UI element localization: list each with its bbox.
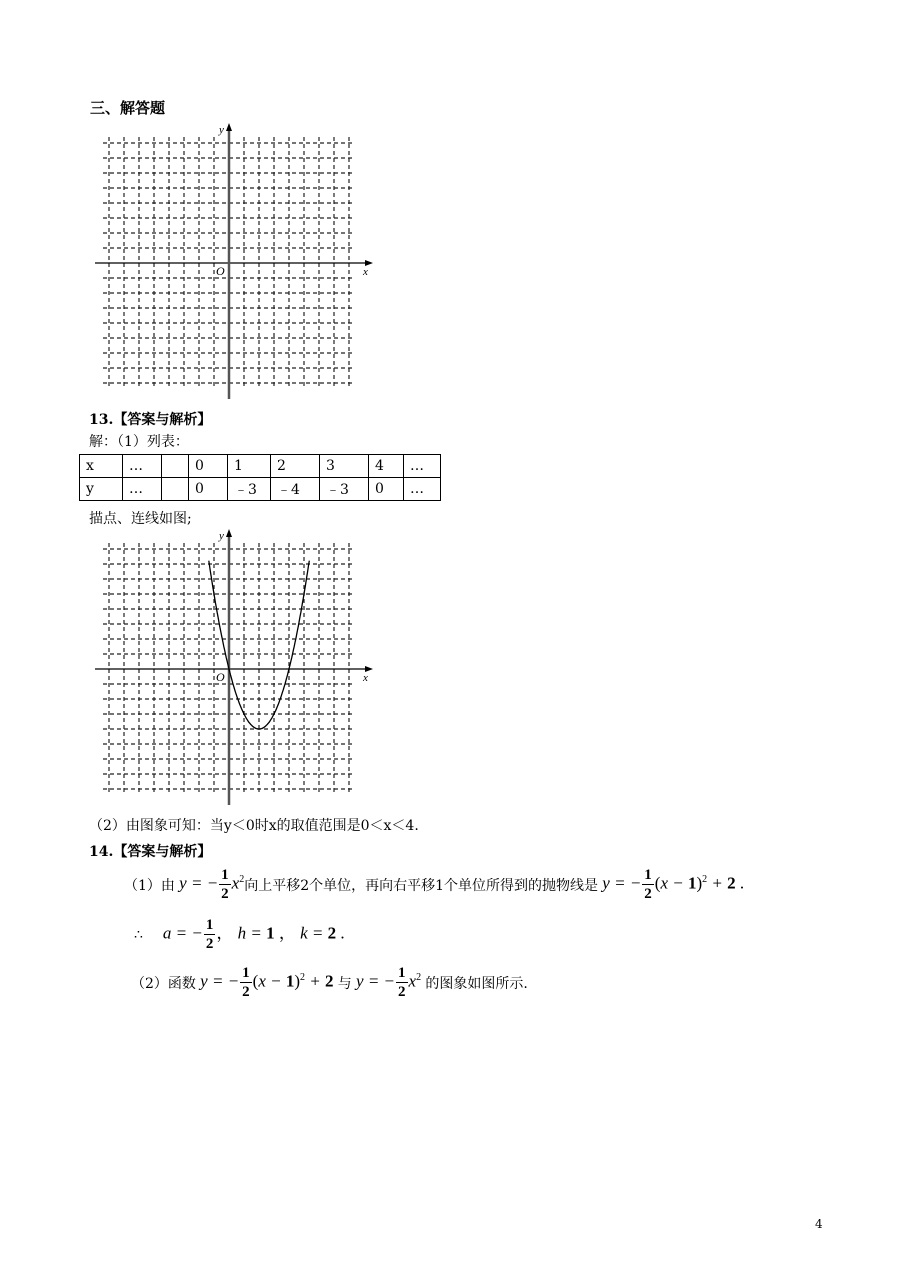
y-axis-label: y: [219, 124, 224, 136]
table-cell: 2: [271, 455, 320, 478]
q14-p3-a: （2）函数: [131, 975, 196, 992]
section-heading: 三、解答题: [90, 99, 166, 117]
table-cell: ﹣3: [320, 478, 369, 501]
formula-abc-values: a = − $\frac{1}{2}$ ， h = 1 ， k = 2 .: [162, 917, 345, 952]
x-axis-label: x: [363, 672, 368, 684]
page-number: 4: [815, 1217, 823, 1231]
formula-y-neg-half-x2-2: y = − $\frac{1}{2}$ $x^2$: [351, 965, 422, 1000]
q13-conclusion: （2）由图象可知：当y＜0时x的取值范围是0＜x＜4.: [89, 818, 419, 834]
q14-title: 14.【答案与解析】: [89, 844, 212, 860]
q13-title: 13.【答案与解析】: [89, 412, 212, 428]
data-point: [258, 728, 260, 730]
table-cell: ﹣3: [228, 478, 271, 501]
q14-therefore: [134, 916, 345, 953]
q14-p3-b: 与: [337, 975, 352, 992]
therefore-symbol: ∴: [134, 926, 143, 943]
table-cell: …: [123, 455, 162, 478]
data-point: [288, 668, 290, 670]
q14-part2: [131, 964, 528, 1001]
q13-after-table: 描点、连线如图;: [89, 511, 192, 527]
table-cell: 1: [228, 455, 271, 478]
data-point: [273, 713, 275, 715]
origin-label: O: [216, 670, 225, 684]
y-axis-label: y: [219, 530, 224, 542]
table-cell: 4: [369, 455, 404, 478]
table-cell: 0: [189, 455, 228, 478]
origin-label: O: [216, 264, 225, 278]
q13-intro: 解：（1）列表：: [89, 434, 189, 450]
formula-shifted-parabola-2: y = − $\frac{1}{2}$ $(x - 1)^2 + 2$: [195, 965, 334, 1000]
table-cell: y: [80, 478, 123, 501]
q14-p1-b: 向上平移2个单位，再向右平移1个单位所得到的抛物线是: [244, 877, 599, 894]
table-cell: 3: [320, 455, 369, 478]
table-cell: 0: [189, 478, 228, 501]
table-cell: 0: [369, 478, 404, 501]
data-point: [243, 713, 245, 715]
table-cell: …: [404, 478, 441, 501]
table-cell: …: [123, 478, 162, 501]
formula-shifted-parabola: y = − $\frac{1}{2}$ $(x - 1)^2 + 2$ .: [598, 867, 745, 902]
data-point: [213, 593, 215, 595]
table-cell: …: [404, 455, 441, 478]
y-axis-arrow: [226, 529, 232, 537]
data-point: [228, 668, 230, 670]
x-axis-label: x: [363, 266, 368, 278]
data-point: [303, 593, 305, 595]
q14-part1: [124, 866, 744, 903]
table-cell: x: [80, 455, 123, 478]
table-cell: ﹣4: [271, 478, 320, 501]
q14-p1-a: （1）由: [124, 877, 175, 894]
formula-y-neg-half-x2: y = − $\frac{1}{2}$ $x^2$: [174, 867, 245, 902]
q14-p3-c: 的图象如图所示.: [425, 975, 528, 992]
